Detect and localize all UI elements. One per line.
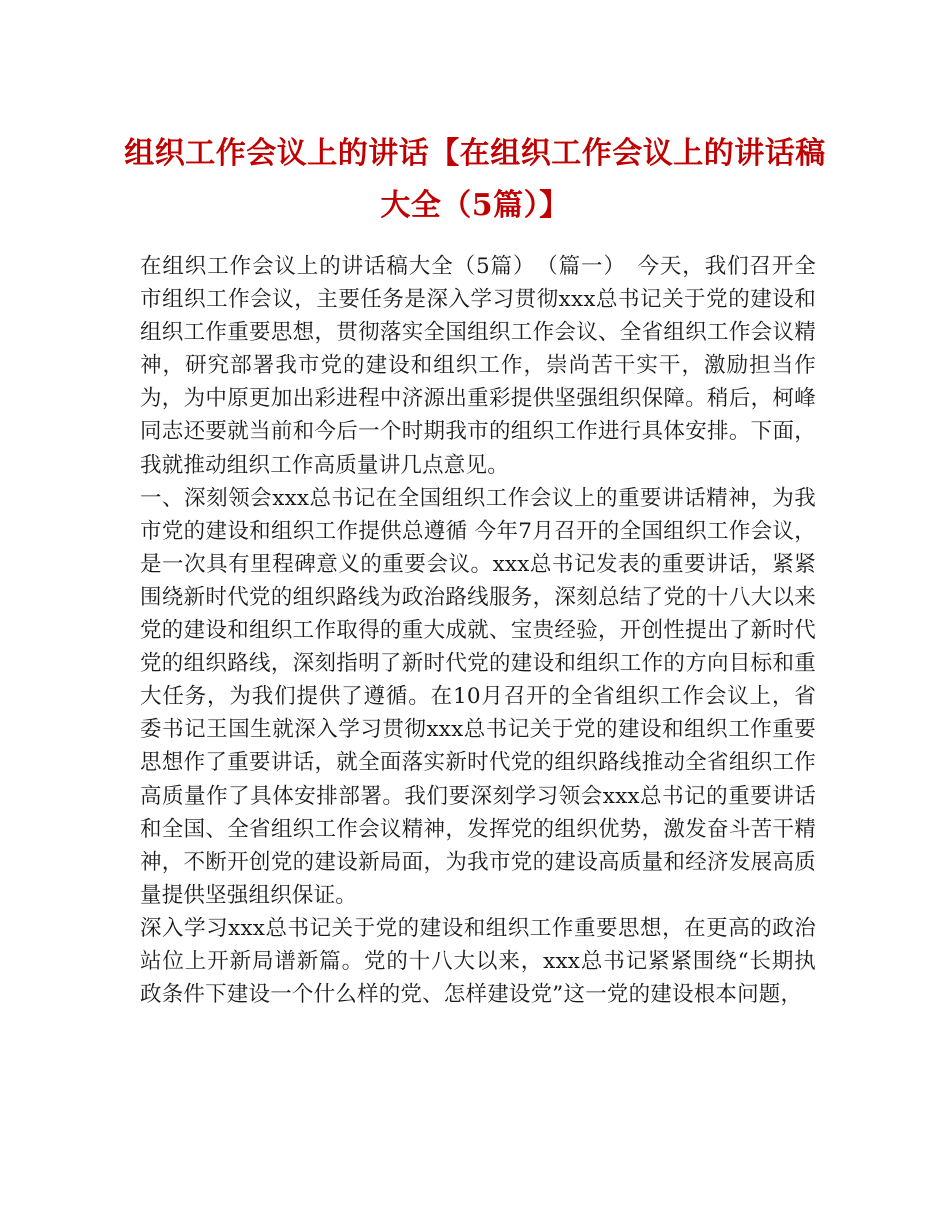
paragraph-2: 一、深刻领会xxx总书记在全国组织工作会议上的重要讲话精神，为我市党的建设和组织工作提供总遵循 今年7月召开的全国组织工作会议，是一次具有里程碑意义的重要会议。xxx总书记发表的重要讲话，紧紧围绕新时代党的组织路线为政治路线服务，深刻总结了党的十八大以来党的建设和组织工作取得的重大成就、宝贵经验，开创性提出了新时代党的组织路线，深刻指明了新时代党的建设和组织工作的方向目标和重大任务，为我们提供了遵循。在10月召开的全省组织工作会议上，省委书记王国生就深入学习贯彻xxx总书记关于党的建设和组织工作重要思想作了重要讲话，就全面落实新时代党的组织路线推动全省组织工作高质量作了具体安排部署。我们要深刻学习领会xxx总书记的重要讲话和全国、全省组织工作会议精神，发挥党的组织优势，激发奋斗苦干精神，不断开创党的建设新局面，为我市党的建设高质量和经济发展高质量提供坚强组织保证。 — [140, 485, 816, 908]
paragraph-3: 深入学习xxx总书记关于党的建设和组织工作重要思想，在更高的政治站位上开新局谱新篇。党的十八大以来，xxx总书记紧紧围绕“长期执政条件下建设一个什么样的党、怎样建设党”这一党的建设根本问题， — [140, 915, 816, 1008]
document-title: 组织工作会议上的讲话【在组织工作会议上的讲话稿大全（5篇）】 — [124, 136, 826, 223]
document-body — [140, 250, 816, 1011]
paragraph-1: 在组织工作会议上的讲话稿大全（5篇） （篇一） 今天，我们召开全市组织工作会议，主要任务是深入学习贯彻xxx总书记关于党的建设和组织工作重要思想，贯彻落实全国组织工作会议、全省组织工作会议精神，研究部署我市党的建设和组织工作，崇尚苦干实干，激励担当作为，为中原更加出彩进程中济源出重彩提供坚强组织保障。稍后，柯峰同志还要就当前和今后一个时期我市的组织工作进行具体安排。下面，我就推动组织工作高质量讲几点意见。 — [140, 254, 816, 478]
